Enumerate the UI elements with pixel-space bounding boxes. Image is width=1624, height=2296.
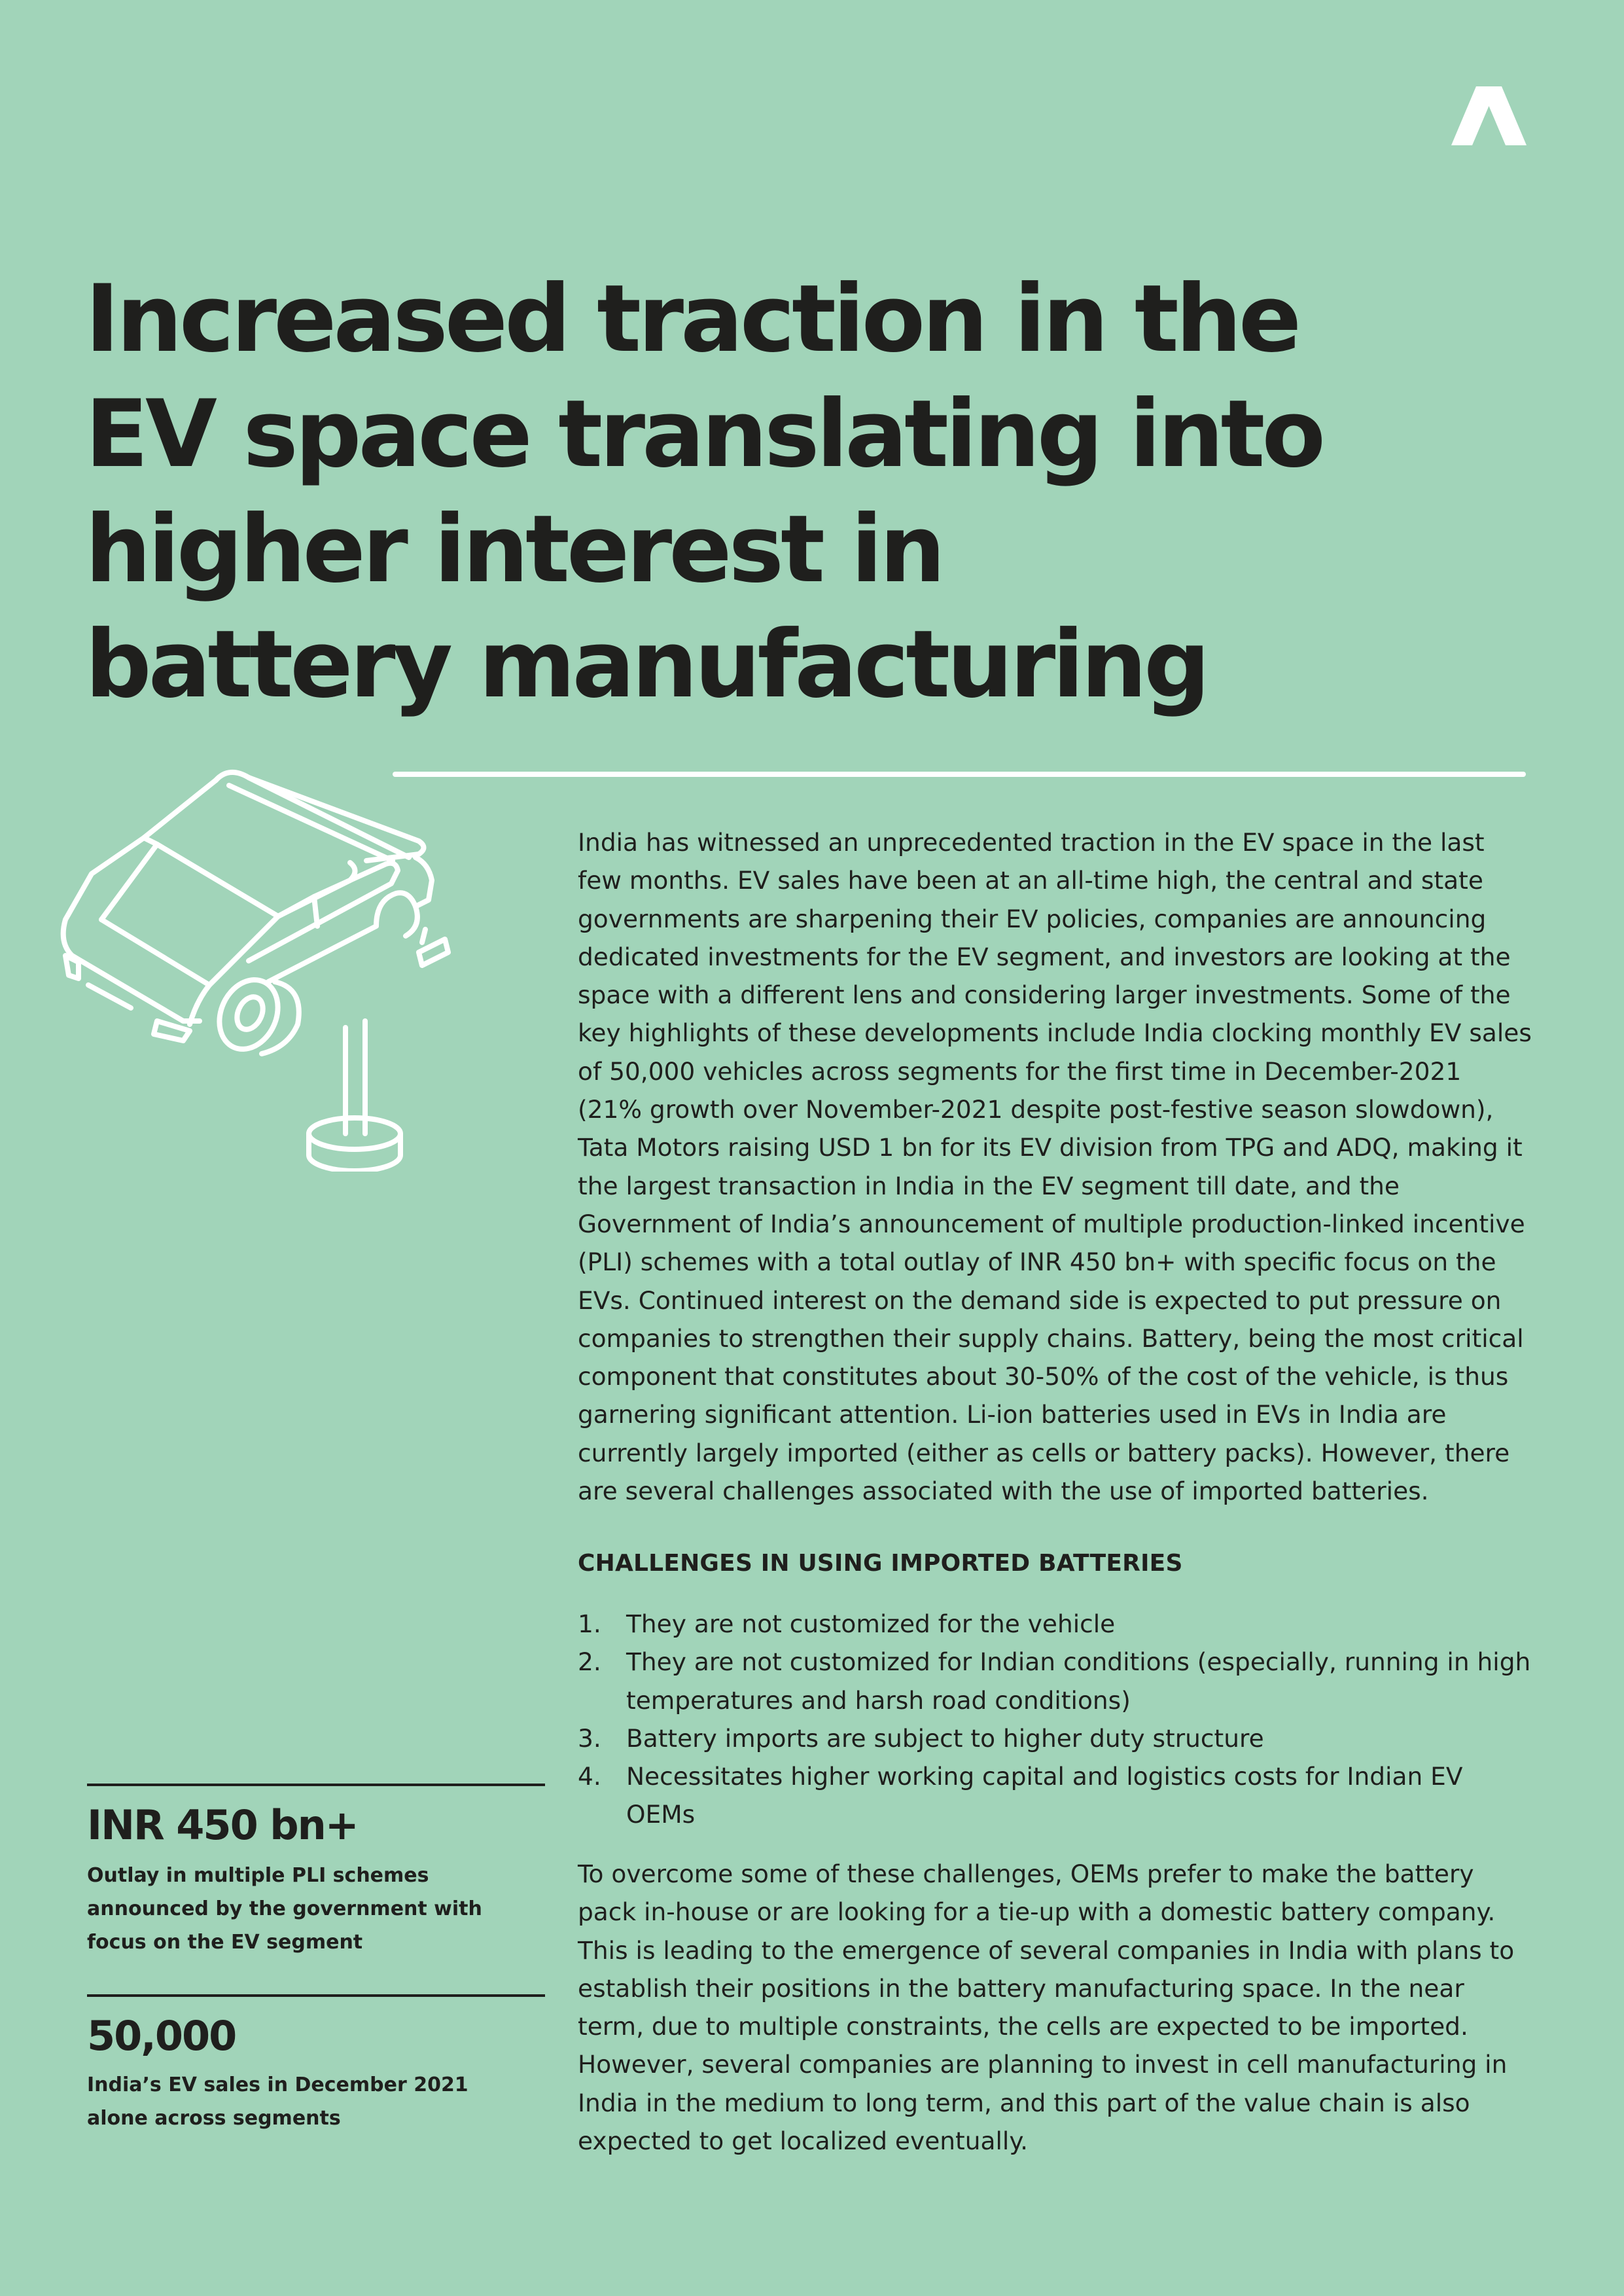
stat-description: India’s EV sales in December 2021 alone across segments [87,2073,468,2130]
list-item-number: 1. [578,1609,601,1638]
intro-paragraph: India has witnessed an unprecedented traction in the EV space in the last few months. EV sales have been at an all-time high, the central and state governments are sharpening their EV policies, companies are announcing dedicated investments for the EV segment, and investors are looking at the space with a different lens and considering larger investments. Some of the key highlights of these developments include India clocking monthly EV sales of 50,000 vehicles across segments for the first time in December-2021 (21% growth over November-2021 despite post-festive season slowdown), Tata Motors raising USD 1 bn for its EV division from TPG and ADQ, making it the largest transaction in India in the EV segment till date, and the Government of India’s announcement of multiple production-linked incentive (PLI) schemes with a total outlay of INR 450 bn+ with specific focus on the EVs. Continued interest on the demand side is expected to put pressure on companies to strengthen their supply chains. Battery, being the most critical component that constitutes about 30-50% of the cost of the vehicle, is thus garnering significant attention. Li-ion batteries used in EVs in India are currently largely imported (either as cells or battery packs). However, there are several challenges associated with the use of imported batteries. [578,828,1532,1506]
list-item-text: They are not customized for Indian conditions (especially, running in high temperatures and harsh road conditions) [626,1647,1531,1715]
section-divider [393,772,1526,777]
stat-description: Outlay in multiple PLI schemes announced by the government with focus on the EV segment [87,1864,482,1954]
stat-value: 50,000 [87,2012,236,2060]
challenges-heading: CHALLENGES IN USING IMPORTED BATTERIES [578,1550,1183,1577]
challenges-list [578,1605,1533,1834]
list-item-number: 4. [578,1762,601,1791]
list-item-number: 2. [578,1647,601,1677]
closing-paragraph: To overcome some of these challenges, OEMs prefer to make the battery pack in-house or are looking for a tie-up with a domestic battery company. This is leading to the emergence of several companies in India with plans to establish their positions in the battery manufacturing space. In the near term, due to multiple constraints, the cells are expected to be imported. However, several companies are planning to invest in cell manufacturing in India in the medium to long term, and this part of the value chain is also expected to get localized eventually. [578,1859,1515,2156]
list-item-number: 3. [578,1723,601,1753]
list-item [578,1757,1533,1834]
list-item [578,1719,1533,1757]
electric-car-on-charger-icon [52,766,550,1172]
list-item-text: Necessitates higher working capital and logistics costs for Indian EV OEMs [626,1762,1463,1829]
stat-divider [87,1784,545,1786]
list-item-text: They are not customized for the vehicle [626,1609,1116,1638]
stat-divider [87,1994,545,1997]
chevron-up-logo-icon [1451,86,1527,145]
list-item-text: Battery imports are subject to higher duty structure [626,1723,1264,1753]
page-title: Increased traction in the EV space translating into higher interest in battery manufacturing [85,265,1323,719]
list-item [578,1643,1533,1719]
stat-value: INR 450 bn+ [87,1801,358,1849]
list-item [578,1605,1533,1643]
